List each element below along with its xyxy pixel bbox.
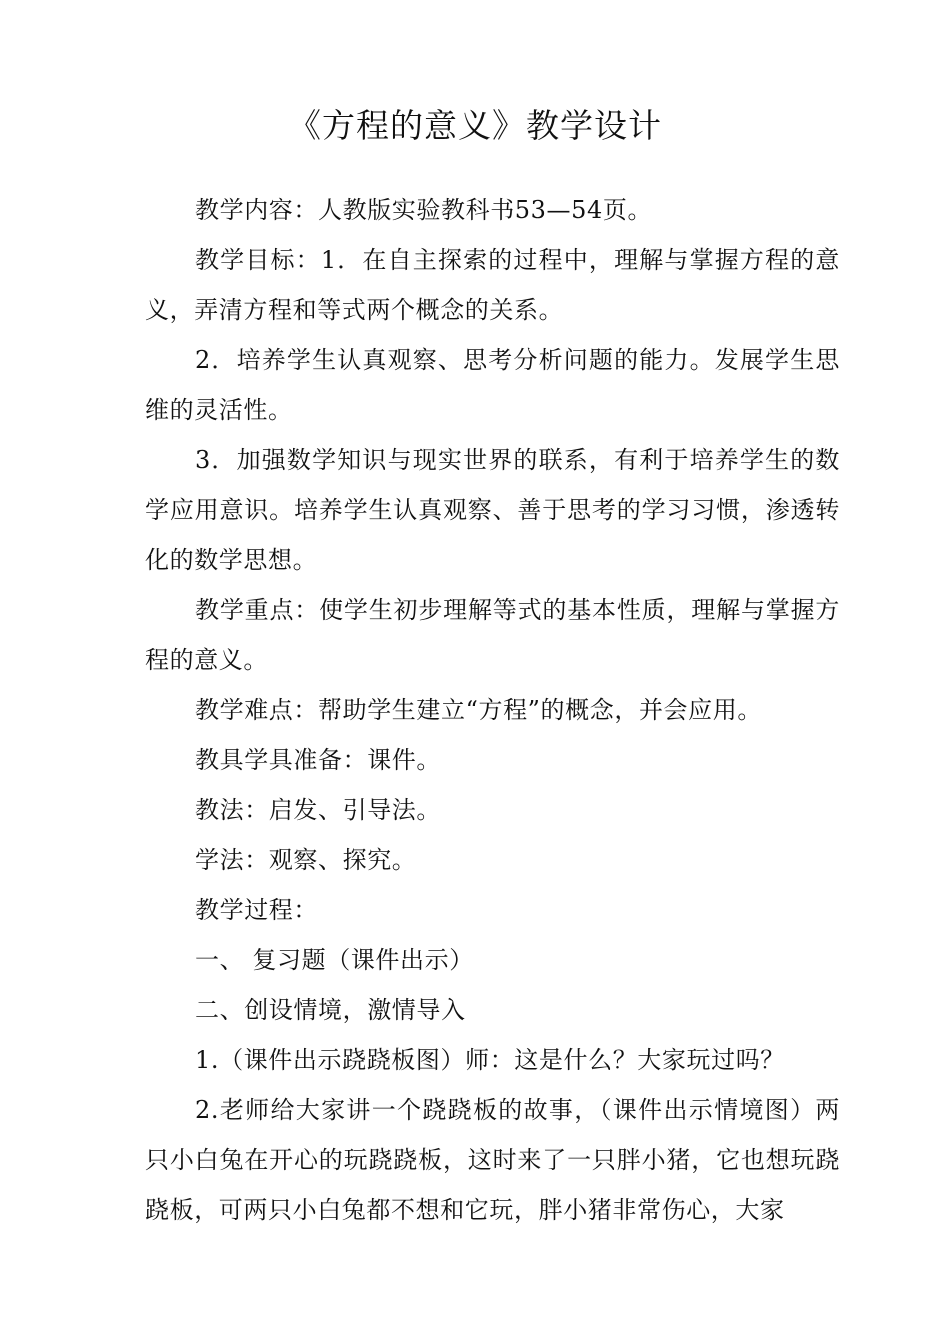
document-title: 《方程的意义》教学设计 — [288, 106, 662, 145]
paragraph-materials: 教具学具准备：课件。 — [195, 746, 441, 774]
paragraph-teaching-method: 教法：启发、引导法。 — [195, 796, 441, 824]
paragraph-teaching-goal-1: 教学目标：1．在自主探索的过程中，理解与掌握方程的意义，弄清方程和等式两个概念的关系。 — [145, 246, 840, 324]
paragraph-section-intro: 二、创设情境，激情导入 — [195, 996, 466, 1024]
paragraph-difficulties: 教学难点：帮助学生建立“方程”的概念，并会应用。 — [195, 696, 762, 724]
paragraph-learning-method: 学法：观察、探究。 — [195, 846, 417, 874]
paragraph-teaching-content: 教学内容：人教版实验教科书53—54页。 — [195, 196, 653, 224]
paragraph-teaching-goal-3: 3．加强数学知识与现实世界的联系，有利于培养学生的数学应用意识。培养学生认真观察、善于思考的学习习惯，渗透转化的数学思想。 — [145, 446, 840, 574]
paragraph-key-points: 教学重点：使学生初步理解等式的基本性质，理解与掌握方程的意义。 — [145, 596, 840, 674]
paragraph-process-heading: 教学过程： — [195, 896, 318, 924]
document-body — [145, 185, 840, 1235]
paragraph-section-review: 一、 复习题（课件出示） — [195, 946, 474, 974]
paragraph-teaching-goal-2: 2．培养学生认真观察、思考分析问题的能力。发展学生思维的灵活性。 — [145, 346, 840, 424]
paragraph-step-1: 1.（课件出示跷跷板图）师：这是什么？大家玩过吗？ — [195, 1046, 785, 1074]
paragraph-step-2: 2.老师给大家讲一个跷跷板的故事，（课件出示情境图）两只小白兔在开心的玩跷跷板，这时来了一只胖小猪，它也想玩跷跷板，可两只小白兔都不想和它玩，胖小猪非常伤心，大家 — [145, 1096, 840, 1224]
